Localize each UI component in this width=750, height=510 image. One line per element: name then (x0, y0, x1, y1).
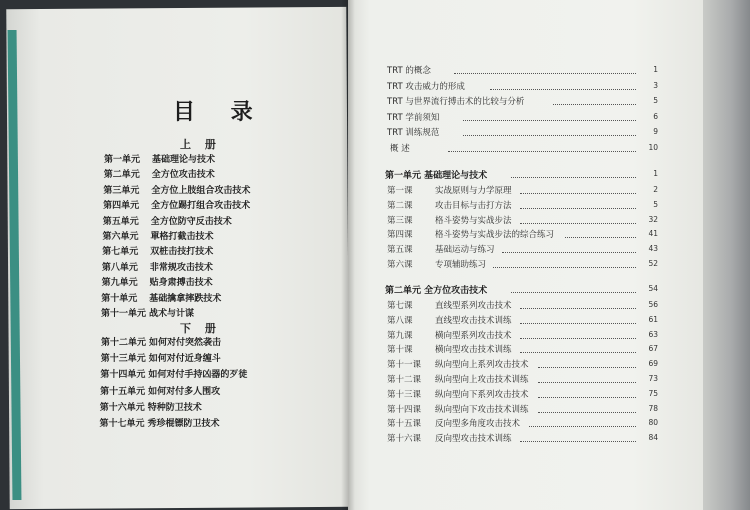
entry-title: 基础运动与练习 (435, 245, 495, 256)
page-number: 6 (653, 111, 658, 121)
toc-entry (102, 260, 213, 273)
unit-title: 非常规攻击技术 (149, 262, 213, 273)
toc-entry (387, 373, 529, 385)
toc-entry (104, 167, 215, 180)
page-number: 80 (648, 418, 658, 428)
page-number: 1 (653, 65, 658, 74)
leader-dots (520, 208, 636, 209)
lesson-number: 第九课 (387, 330, 413, 341)
unit-number: 第八单元 (101, 262, 138, 273)
toc-entry (101, 291, 221, 304)
unit-number: 第一单元 (104, 155, 141, 165)
lesson-number: 第十一课 (387, 360, 422, 371)
toc-entry (387, 343, 512, 355)
toc-entry (390, 142, 410, 154)
toc-entry (387, 388, 529, 400)
lesson-number: 第八课 (387, 315, 413, 326)
page-number: 56 (648, 300, 658, 309)
toc-entry (387, 80, 465, 92)
page-number: 32 (648, 214, 658, 224)
unit-title: 特种防卫技术 (147, 402, 202, 413)
leader-dots (502, 252, 636, 253)
toc-entry (101, 351, 221, 364)
lesson-number: 第十五课 (387, 419, 422, 430)
entry-title: TRT 攻击威力的形成 (387, 81, 465, 92)
entry-title: TRT 学前须知 (387, 112, 440, 123)
leader-dots (553, 104, 636, 105)
leader-dots (511, 292, 636, 293)
leader-dots (565, 237, 636, 238)
entry-title: 横向型攻击技术训练 (435, 345, 512, 356)
leader-dots (538, 367, 636, 368)
toc-entry (387, 64, 431, 76)
unit-number: 第九单元 (101, 278, 138, 289)
lesson-number: 第五课 (387, 245, 413, 256)
toc-title: 目 录 (173, 100, 267, 125)
lesson-number: 第一课 (387, 186, 413, 196)
leader-dots (520, 338, 636, 339)
page-number: 73 (648, 374, 658, 383)
unit-title: 單格打截击技术 (150, 232, 214, 242)
unit-heading: 第一单元 基础理论与技术 (385, 171, 488, 181)
lesson-number: 第十六课 (387, 434, 422, 445)
toc-entry (387, 199, 512, 211)
toc-entry (103, 229, 214, 242)
leader-dots (520, 308, 636, 309)
entry-title: 概 述 (390, 143, 410, 154)
page-number: 41 (648, 229, 658, 239)
leader-dots (454, 73, 636, 74)
unit-title: 贴身肃搏击技术 (149, 278, 213, 289)
page-number: 5 (653, 199, 658, 209)
page-number: 1 (653, 169, 658, 178)
toc-entry (387, 228, 554, 240)
leader-dots (511, 177, 636, 178)
entry-title: TRT 训练规范 (387, 128, 440, 138)
entry-title: 纵向型向上攻击技术训练 (435, 375, 529, 385)
book-spine (341, 0, 355, 510)
toc-entry (387, 184, 512, 196)
page-number: 2 (653, 185, 658, 194)
toc-entry (100, 367, 247, 380)
page-number: 54 (648, 284, 658, 293)
unit-title: 秀珍棍镖防卫技术 (147, 419, 220, 429)
toc-entry (387, 111, 439, 123)
page-number: 84 (648, 433, 658, 443)
toc-entry (387, 432, 512, 444)
leader-dots (520, 441, 636, 442)
unit-title: 基础擒拿摔跌技术 (149, 293, 222, 304)
page-number: 61 (648, 314, 658, 324)
unit-number: 第十单元 (101, 293, 138, 304)
toc-entry (387, 243, 495, 255)
entry-title: 直线型攻击技术训练 (435, 315, 512, 326)
unit-title: 双桩击技打技术 (150, 247, 214, 258)
unit-number: 第十三单元 (100, 354, 146, 365)
unit-title: 如何对付多人围攻 (148, 386, 221, 397)
toc-entry (101, 306, 194, 319)
unit-title: 如何对付突然袭击 (149, 338, 222, 348)
toc-entry (103, 198, 250, 211)
entry-title: 攻击目标与击打方法 (435, 200, 512, 211)
toc-entry (387, 95, 524, 107)
entry-title: TRT 与世界流行搏击术的比较与分析 (387, 97, 525, 107)
leader-dots (538, 397, 636, 398)
unit-number: 第六单元 (102, 232, 139, 242)
leader-dots (538, 412, 636, 413)
toc-entry (387, 329, 512, 341)
page-number: 75 (648, 388, 658, 398)
leader-dots (448, 151, 636, 152)
lesson-number: 第七课 (387, 301, 413, 311)
background-edge (703, 0, 750, 510)
page-number: 52 (648, 259, 658, 268)
unit-number: 第五单元 (102, 216, 139, 227)
unit-title: 全方位防守反击技术 (150, 216, 232, 227)
unit-title: 全方位上肢组合攻击技术 (151, 185, 251, 196)
toc-entry (387, 314, 512, 326)
toc-entry (100, 416, 220, 429)
page-number: 10 (648, 142, 658, 152)
toc-entry (101, 335, 221, 348)
upper-volume-heading: 上 册 (180, 138, 221, 151)
entry-title: 专项辅助练习 (435, 260, 487, 270)
leader-dots (493, 267, 636, 268)
lesson-number: 第三课 (387, 215, 413, 226)
toc-entry (100, 400, 202, 413)
unit-number: 第二单元 (103, 170, 140, 181)
toc-entry (102, 275, 213, 288)
unit-number: 第十二单元 (101, 338, 147, 348)
leader-dots (520, 193, 636, 194)
unit-title: 全方位攻击技术 (151, 170, 215, 181)
entry-title: 纵向型向下系列攻击技术 (435, 389, 529, 400)
unit-title: 基础理论与技术 (152, 155, 216, 165)
page-number: 3 (653, 80, 658, 90)
unit-number: 第十四单元 (100, 370, 146, 381)
toc-entry (104, 152, 215, 165)
left-page (6, 7, 349, 509)
leader-dots (490, 89, 636, 90)
toc-entry (387, 417, 520, 429)
toc-entry (387, 214, 512, 226)
unit-title: 如何对付近身缠斗 (148, 354, 221, 365)
toc-entry (387, 299, 512, 311)
toc-entry (103, 214, 232, 227)
leader-dots (529, 426, 636, 427)
entry-title: TRT 的概念 (387, 66, 431, 76)
toc-entry (387, 358, 529, 370)
entry-title: 实战原则与力学原理 (435, 186, 512, 196)
unit-number: 第七单元 (102, 247, 139, 258)
page-number: 78 (648, 403, 658, 413)
entry-title: 横向型系列攻击技术 (435, 330, 512, 341)
toc-entry (100, 384, 220, 397)
lesson-number: 第十四课 (387, 404, 422, 415)
leader-dots (520, 323, 636, 324)
page-number: 63 (648, 329, 658, 339)
page-number: 67 (648, 344, 658, 354)
leader-dots (463, 135, 636, 136)
toc-entry (387, 403, 529, 415)
toc-entry (387, 126, 439, 138)
leader-dots (538, 382, 636, 383)
leader-dots (520, 223, 636, 224)
leader-dots (520, 352, 636, 353)
entry-title: 格斗姿势与实战步法的综合练习 (435, 230, 555, 241)
toc-entry (102, 244, 213, 257)
entry-title: 纵向型向下攻击技术训练 (435, 404, 529, 415)
page-number: 5 (653, 96, 658, 105)
lesson-number: 第十三课 (387, 389, 422, 400)
lesson-number: 第二课 (387, 200, 413, 211)
lesson-number: 第四课 (387, 230, 413, 241)
entry-title: 反向型攻击技术训练 (435, 434, 512, 445)
entry-title: 格斗姿势与实战步法 (435, 215, 512, 226)
unit-title: 全方位踢打组合攻击技术 (151, 201, 251, 212)
leader-dots (463, 120, 636, 121)
unit-number: 第十五单元 (100, 386, 146, 397)
unit-title: 如何对付手持凶器的歹徒 (148, 370, 248, 381)
unit-number: 第十一单元 (101, 309, 147, 319)
toc-entry (103, 183, 250, 196)
page-number: 9 (653, 127, 658, 136)
unit-number: 第三单元 (103, 185, 140, 196)
lesson-number: 第十二课 (387, 375, 422, 385)
lower-volume-heading: 下 册 (180, 322, 221, 335)
entry-title: 纵向型向上系列攻击技术 (435, 360, 529, 371)
unit-title: 战术与计谋 (149, 309, 195, 319)
toc-entry (387, 258, 486, 270)
unit-number: 第十七单元 (99, 419, 145, 429)
entry-title: 直线型系列攻击技术 (435, 301, 512, 311)
unit-heading: 第二单元 全方位攻击技术 (385, 286, 488, 296)
page-number: 69 (648, 359, 658, 369)
page-number: 43 (648, 244, 658, 254)
entry-title: 反向型多角度攻击技术 (435, 419, 521, 430)
unit-number: 第十六单元 (99, 402, 145, 413)
lesson-number: 第六课 (387, 260, 413, 270)
lesson-number: 第十课 (387, 345, 413, 356)
unit-number: 第四单元 (103, 201, 140, 212)
